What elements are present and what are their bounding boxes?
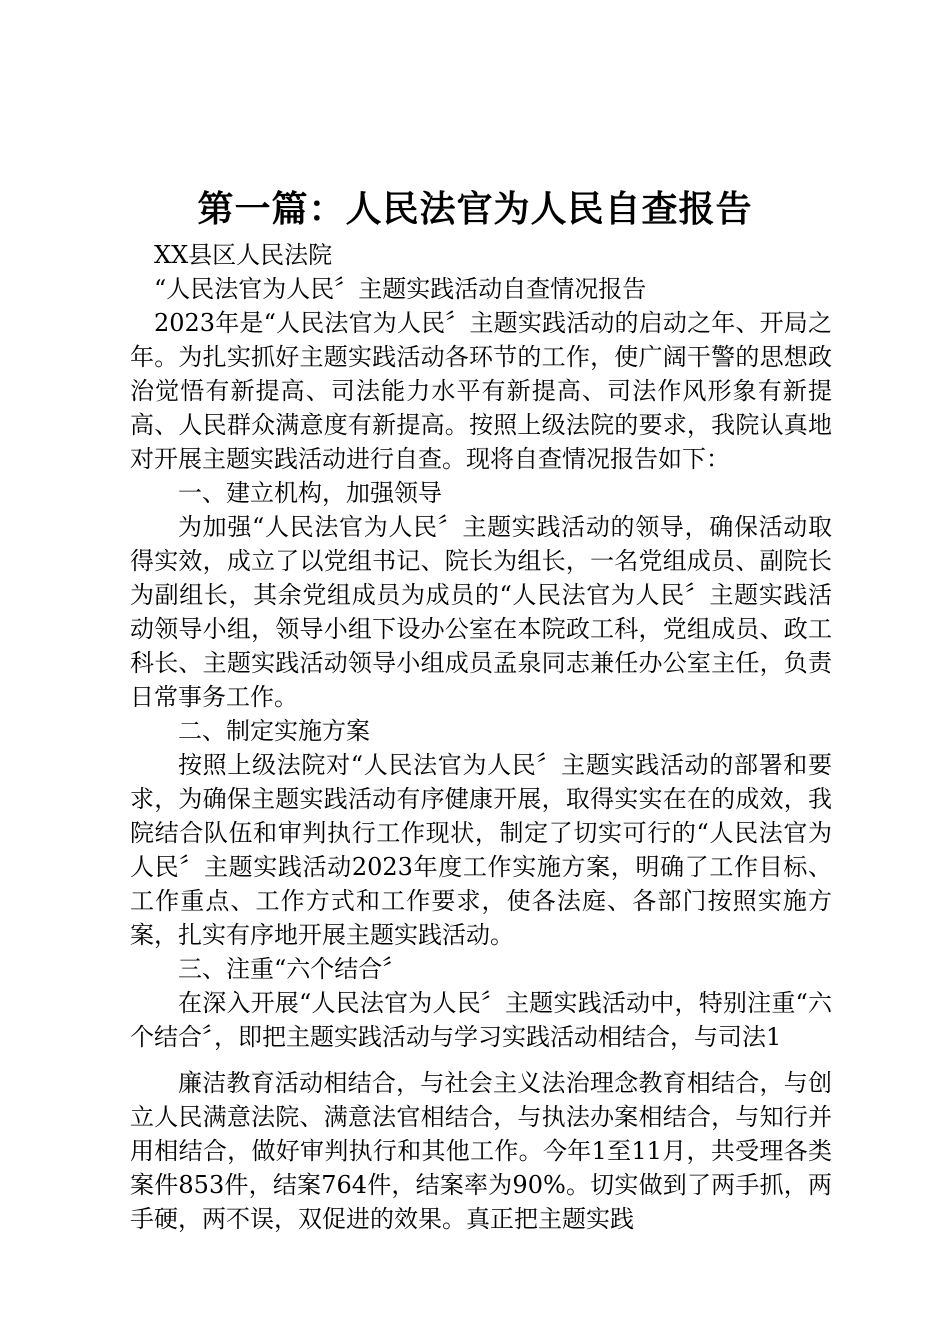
org-line: XX县区人民法院 bbox=[154, 241, 333, 269]
section-heading-2: 二、制定实施方案 bbox=[178, 717, 370, 745]
section-heading-1: 一、建立机构，加强领导 bbox=[178, 479, 442, 507]
paragraph-section-1: 为加强“人民法官为人民〞主题实践活动的领导，确保活动取得实效，成立了以党组书记、院长为组长，一名党组成员、副院长为副组长，其余党组成员为成员的“人民法官为人民〞主题实践活动领导小组，领导小组下设办公室在本院政工科，党组成员、政工科长、主题实践活动领导小组成员孟泉同志兼任办公室主任，负责日常事务工作。 bbox=[130, 513, 832, 711]
document-title: 第一篇：人民法官为人民自查报告 bbox=[197, 188, 753, 230]
section-heading-3: 三、注重“六个结合〞 bbox=[178, 955, 407, 983]
page-break-gap bbox=[130, 1054, 832, 1066]
paragraph-intro: 2023年是“人民法官为人民〞主题实践活动的启动之年、开局之年。为扎实抓好主题实践活动各环节的工作，使广阔干警的思想政治觉悟有新提高、司法能力水平有新提高、司法作风形象有新提高、人民群众满意度有新提高。按照上级法院的要求，我院认真地对开展主题实践活动进行自查。现将自查情况报告如下： bbox=[130, 309, 832, 473]
paragraph-section-3: 在深入开展“人民法官为人民〞主题实践活动中，特别注重“六个结合〞，即把主题实践活动与学习实践活动相结合，与司法1 bbox=[130, 989, 832, 1051]
report-subtitle: “人民法官为人民〞主题实践活动自查情况报告 bbox=[154, 275, 647, 303]
document-body bbox=[130, 238, 832, 1236]
paragraph-continued: 廉洁教育活动相结合，与社会主义法治理念教育相结合，与创立人民满意法院、满意法官相结合，与执法办案相结合，与知行并用相结合，做好审判执行和其他工作。今年1至11月，共受理各类案件853件，结案764件，结案率为90%。切实做到了两手抓，两手硬，两不误，双促进的效果。真正把主题实践 bbox=[130, 1069, 832, 1233]
paragraph-section-2: 按照上级法院对“人民法官为人民〞主题实践活动的部署和要求，为确保主题实践活动有序健康开展，取得实实在在的成效，我院结合队伍和审判执行工作现状，制定了切实可行的“人民法官为人民〞主题实践活动2023年度工作实施方案，明确了工作目标、工作重点、工作方式和工作要求，使各法庭、各部门按照实施方案，扎实有序地开展主题实践活动。 bbox=[130, 751, 832, 949]
